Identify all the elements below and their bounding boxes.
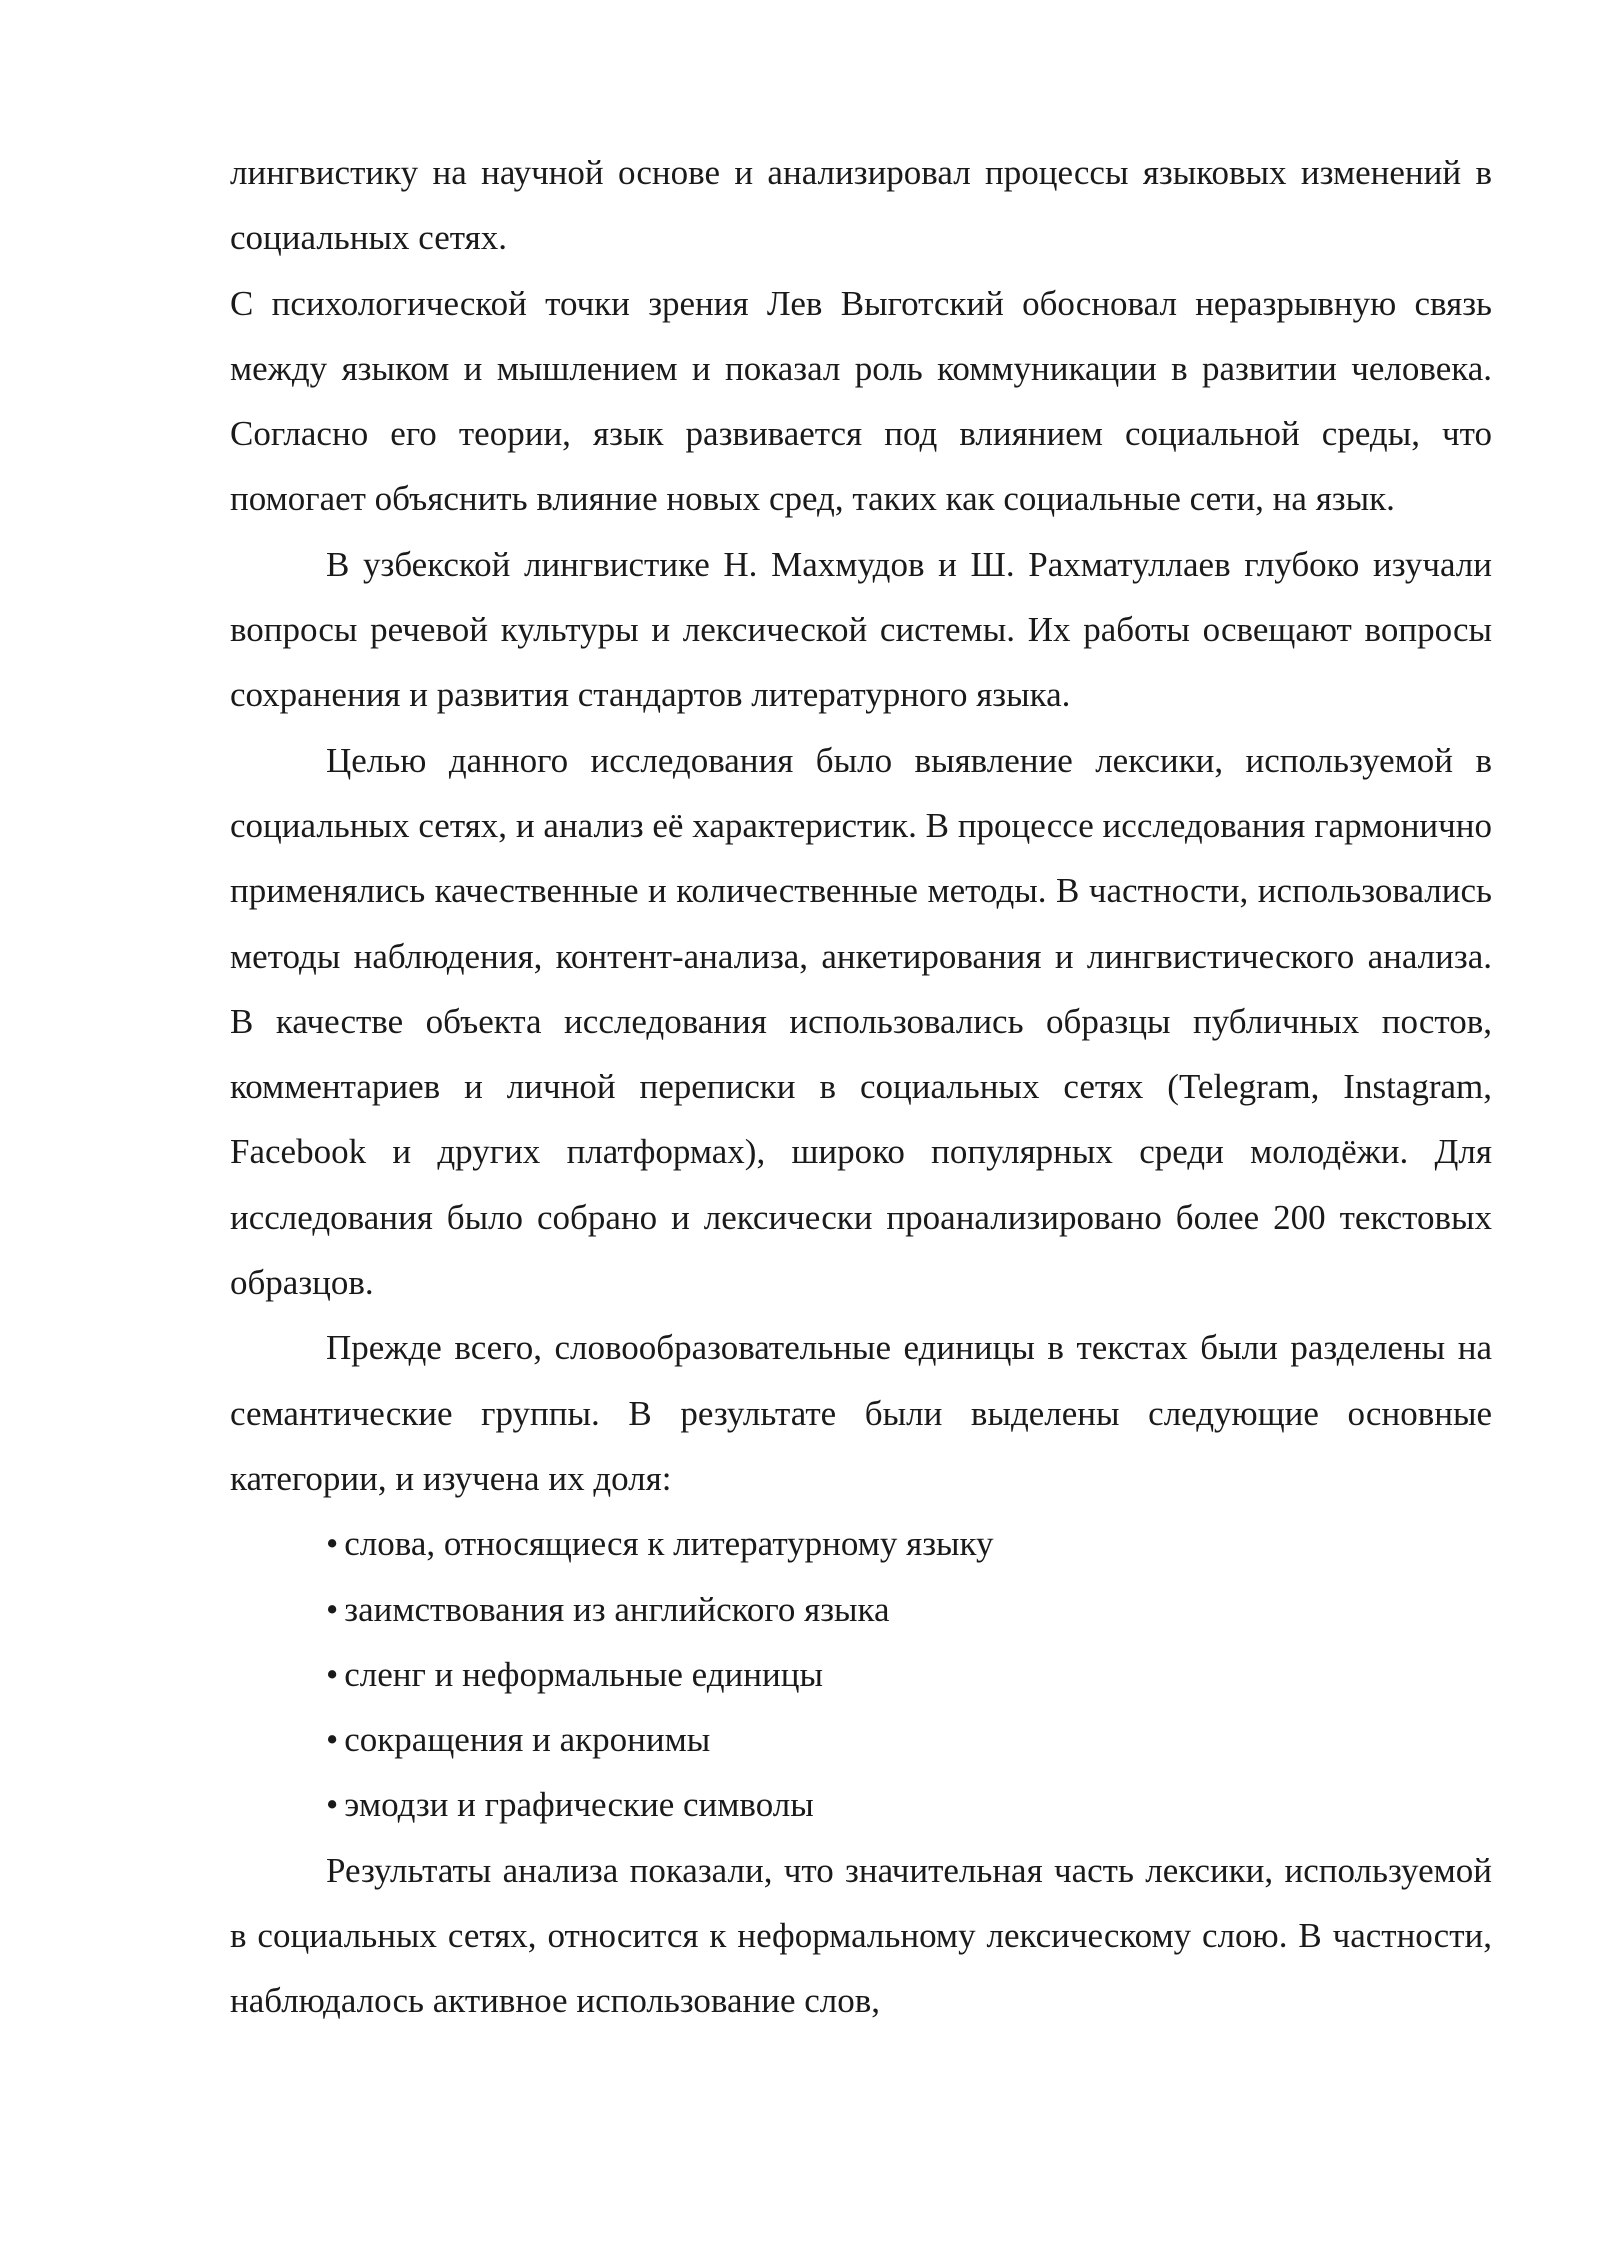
paragraph-uzbek-linguistics: В узбекской лингвистике Н. Махмудов и Ш. Рахматуллаев глубоко изучали вопросы речевой культуры и лексической системы. Их работы освещают вопросы сохранения и развития стандартов литературного языка. [230, 544, 1492, 715]
bullet-icon: • [326, 1654, 339, 1694]
bullet-icon: • [326, 1720, 339, 1760]
list-item: • эмодзи и графические символы [326, 1785, 814, 1825]
list-item: • сокращения и акронимы [326, 1720, 711, 1760]
paragraph-continuation: лингвистику на научной основе и анализировал процессы языковых изменений в социальных сетях. [230, 153, 1492, 258]
list-item: • заимствования из английского языка [326, 1589, 890, 1629]
paragraph-vygotsky: С психологической точки зрения Лев Выготский обосновал неразрывную связь между языком и мышлением и показал роль коммуникации в развитии человека. Согласно его теории, язык развивается под влиянием социальной среды, что помогает объяснить влияние новых сред, таких как социальные сети, на язык. [230, 283, 1492, 519]
document-page [230, 140, 1492, 2034]
bullet-icon: • [326, 1524, 339, 1564]
bullet-icon: • [326, 1589, 339, 1629]
paragraph-results: Результаты анализа показали, что значительная часть лексики, используемой в социальных сетях, относится к неформальному лексическому слою. В частности, наблюдалось активное использование слов, [230, 1850, 1492, 2021]
paragraph-research-goal: Целью данного исследования было выявление лексики, используемой в социальных сетях, и анализ её характеристик. В процессе исследования гармонично применялись качественные и количественные методы. В частности, использовались методы наблюдения, контент-анализа, анкетирования и лингвистического анализа. В качестве объекта исследования использовались образцы публичных постов, комментариев и личной переписки в социальных сетях (Telegram, Instagram, Facebook и других платформах), широко популярных среди молодёжи. Для исследования было собрано и лексически проанализировано более 200 текстовых образцов. [230, 740, 1492, 1303]
bullet-icon: • [326, 1785, 339, 1825]
paragraph-semantic-groups: Прежде всего, словообразовательные единицы в текстах были разделены на семантические группы. В результате были выделены следующие основные категории, и изучена их доля: [230, 1328, 1492, 1498]
list-item: • сленг и неформальные единицы [326, 1654, 823, 1694]
category-list [230, 1511, 1492, 1837]
list-item: • слова, относящиеся к литературному языку [326, 1524, 994, 1564]
